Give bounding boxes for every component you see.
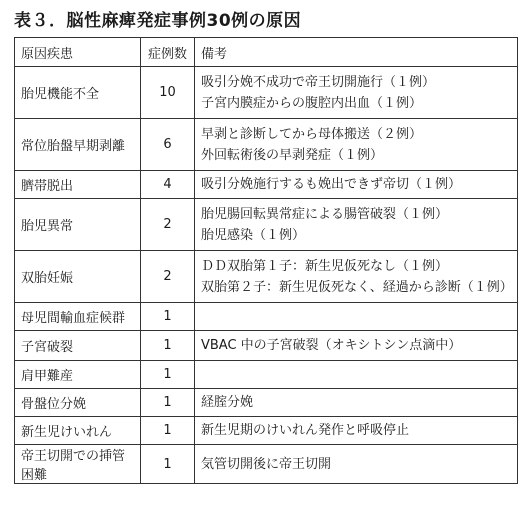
note-line: 吸引分娩施行するも娩出できず帝切（１例） <box>201 177 462 192</box>
cause-cell: 胎児機能不全 <box>15 67 141 119</box>
table-row <box>15 303 518 331</box>
table-row <box>15 361 518 389</box>
table-title: 表３．脳性麻痺発症事例30例の原因 <box>14 11 302 31</box>
table-row <box>15 119 518 171</box>
notes-cell <box>195 119 518 171</box>
note-line: 胎児腸回転異常症による腸管破裂（１例） <box>201 206 449 222</box>
count-cell: 4 <box>141 171 195 199</box>
count-cell: 10 <box>141 67 195 119</box>
table-row <box>15 171 518 199</box>
count-cell: 1 <box>141 417 195 445</box>
header-notes: 備考 <box>195 38 518 67</box>
cause-cell: 胎児異常 <box>15 199 141 251</box>
notes-cell <box>195 303 518 331</box>
cause-cell: 新生児けいれん <box>15 417 141 445</box>
cause-cell: 子宮破裂 <box>15 331 141 361</box>
note-line: 吸引分娩不成功で帝王切開施行（１例） <box>201 74 436 90</box>
note-line: ＤＤ双胎第１子：新生児仮死なし（１例） <box>201 258 449 274</box>
count-cell: 1 <box>141 331 195 361</box>
count-cell: 1 <box>141 389 195 417</box>
notes-cell <box>195 389 518 417</box>
table-row <box>15 445 518 484</box>
notes-cell <box>195 331 518 361</box>
cause-table <box>14 37 518 484</box>
notes-cell <box>195 361 518 389</box>
notes-cell <box>195 199 518 251</box>
note-line: 気管切開後に帝王切開 <box>201 456 332 472</box>
note-line: 双胎第２子：新生児仮死なく、経過から診断（１例） <box>201 279 513 295</box>
table-row <box>15 199 518 251</box>
notes-cell <box>195 67 518 119</box>
table-body <box>15 67 518 484</box>
count-cell: 6 <box>141 119 195 171</box>
cause-cell: 肩甲難産 <box>15 361 141 389</box>
count-cell: 2 <box>141 251 195 303</box>
notes-cell <box>195 445 518 484</box>
note-line: VBAC 中の子宮破裂（オキシトシン点滴中） <box>201 338 462 353</box>
notes-cell <box>195 417 518 445</box>
note-line: 胎児感染（１例） <box>201 227 306 243</box>
count-cell: 1 <box>141 303 195 331</box>
note-line: 早剥と診断してから母体搬送（２例） <box>201 126 423 142</box>
header-cause: 原因疾患 <box>15 38 141 67</box>
table-row <box>15 389 518 417</box>
note-line: 新生児期のけいれん発作と呼吸停止 <box>201 423 410 438</box>
notes-cell <box>195 251 518 303</box>
cause-cell: 双胎妊娠 <box>15 251 141 303</box>
table-row <box>15 331 518 361</box>
notes-cell <box>195 171 518 199</box>
note-line: 外回転術後の早剥発症（１例） <box>201 147 384 163</box>
header-count: 症例数 <box>141 38 195 67</box>
count-cell: 1 <box>141 445 195 484</box>
cause-cell: 帝王切開での挿管困難 <box>15 445 141 484</box>
header-row <box>15 38 518 67</box>
table-row <box>15 251 518 303</box>
note-line: 経腟分娩 <box>201 395 254 410</box>
count-cell: 2 <box>141 199 195 251</box>
table-row <box>15 67 518 119</box>
table-row <box>15 417 518 445</box>
cause-cell: 母児間輸血症候群 <box>15 303 141 331</box>
note-line: 子宮内膜症からの腹腔内出血（１例） <box>201 95 423 111</box>
cause-cell: 常位胎盤早期剥離 <box>15 119 141 171</box>
count-cell: 1 <box>141 361 195 389</box>
cause-cell: 臍帯脱出 <box>15 171 141 199</box>
cause-cell: 骨盤位分娩 <box>15 389 141 417</box>
